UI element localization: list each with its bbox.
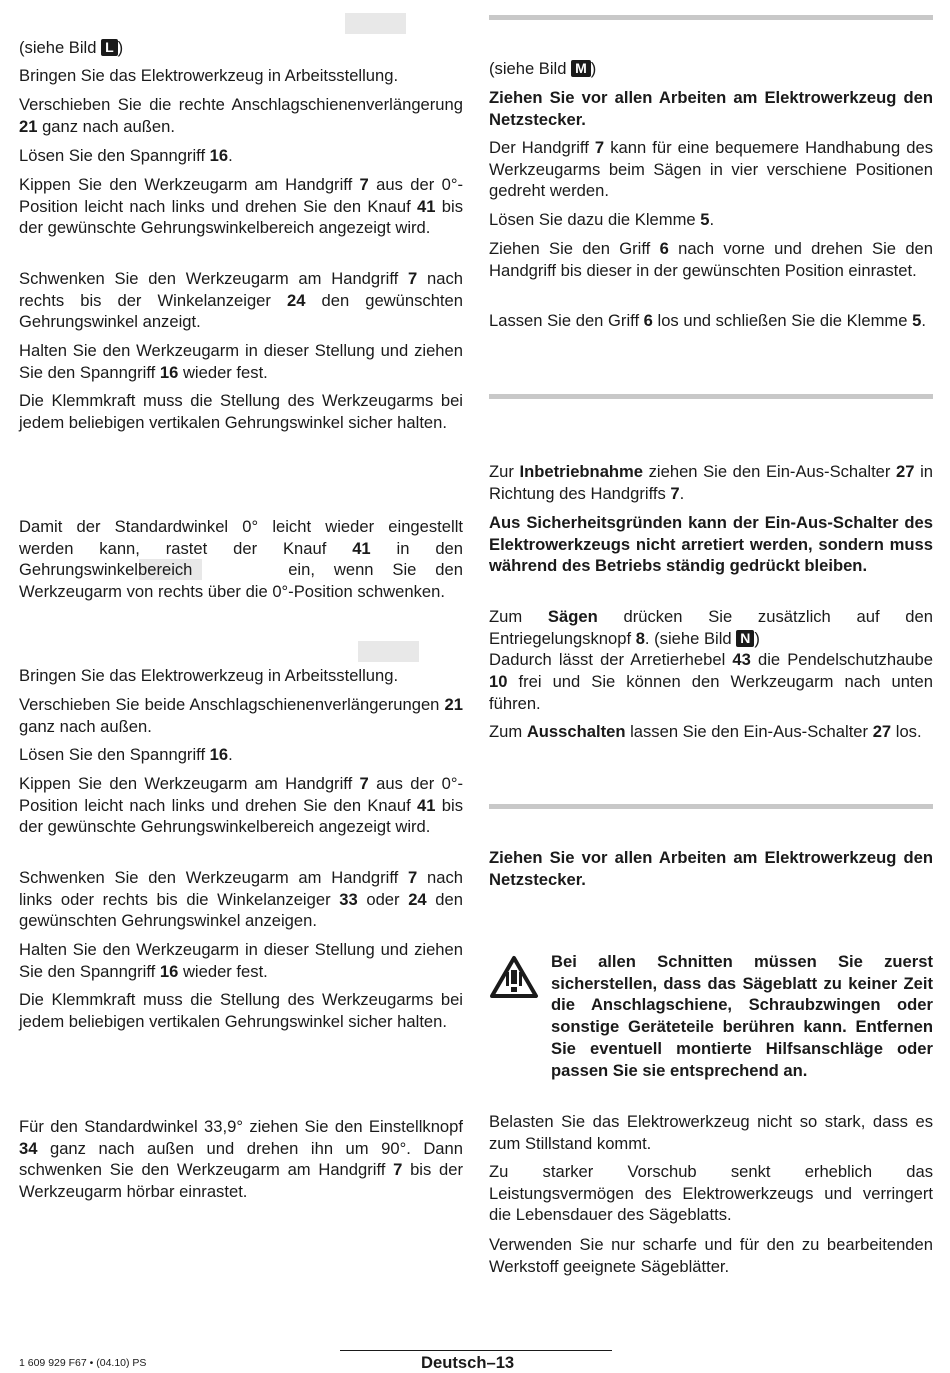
figure-tag: N xyxy=(736,630,754,647)
warning-paragraph: Ziehen Sie vor allen Arbeiten am Elektrowerkzeug den Netzstecker. xyxy=(489,848,933,889)
figure-tag: M xyxy=(571,60,591,77)
section-divider xyxy=(489,804,933,809)
paragraph: Schwenken Sie den Werkzeugarm am Handgriff 7 nach links oder rechts bis die Winkelanzeiger 33 oder 24 den gewünschten Gehrungswinkel anzeigen. xyxy=(19,868,463,931)
paragraph: (siehe Bild M ) xyxy=(489,59,597,78)
heading-placeholder xyxy=(358,641,419,662)
paragraph: Halten Sie den Werkzeugarm in dieser Stellung und ziehen Sie den Spanngriff 16 wieder fest. xyxy=(19,940,463,981)
paragraph: Belasten Sie das Elektrowerkzeug nicht so stark, dass es zum Stillstand kommt. xyxy=(489,1112,933,1153)
paragraph: Schwenken Sie den Werkzeugarm am Handgriff 7 nach rechts bis der Winkelanzeiger 24 den gewünschten Gehrungswinkel anzeigt. xyxy=(19,269,464,332)
paragraph: Zum Sägen drücken Sie zusätzlich auf den Entriegelungsknopf 8. (siehe Bild N ) Dadurch lässt der Arretierhebel 43 die Pendelschutzhaube 10 frei und Sie können den Werkzeugarm nach unten führen. xyxy=(489,607,933,713)
page-number: Deutsch–13 xyxy=(421,1353,515,1372)
paragraph: Lösen Sie dazu die Klemme 5. xyxy=(489,210,715,229)
section-divider xyxy=(489,15,933,20)
warning-paragraph: Bei allen Schnitten müssen Sie zuerst sicherstellen, dass das Sägeblatt zu keiner Zeit die Anschlagschiene, Schraubzwingen oder sonstige Geräteteile berühren kann. Entfernen Sie eventuell montierte Hilfsanschläge oder passen Sie sie entsprechend an. xyxy=(551,952,933,1080)
paragraph: Der Handgriff 7 kann für eine bequemere Handhabung des Werkzeugarms beim Sägen in vier verschiene Positionen gedreht werden. xyxy=(489,138,933,201)
paragraph: Für den Standardwinkel 33,9° ziehen Sie den Einstellknopf 34 ganz nach außen und drehen ihn um 90°. Dann schwenken Sie den Werkzeugarm am Handgriff 7 bis der Werkzeugarm hörbar einrastet. xyxy=(19,1117,463,1202)
paragraph: Lassen Sie den Griff 6 los und schließen Sie die Klemme 5. xyxy=(489,311,926,330)
paragraph: Lösen Sie den Spanngriff 16. xyxy=(19,745,233,764)
paragraph: Bringen Sie das Elektrowerkzeug in Arbeitsstellung. xyxy=(19,66,399,85)
paragraph: Kippen Sie den Werkzeugarm am Handgriff 7 aus der 0°-Position leicht nach links und drehen Sie den Knauf 41 bis der gewünschte Gehrungswinkelbereich angezeigt wird. xyxy=(19,175,463,238)
document-code: 1 609 929 F67 • (04.10) PS xyxy=(19,1357,147,1369)
paragraph: Zu starker Vorschub senkt erheblich das Leistungsvermögen des Elektrowerkzeugs und verringert die Lebensdauer des Sägeblatts. xyxy=(489,1162,933,1225)
paragraph: Bringen Sie das Elektrowerkzeug in Arbeitsstellung. xyxy=(19,666,399,685)
paragraph: Zum Ausschalten lassen Sie den Ein-Aus-Schalter 27 los. xyxy=(489,722,922,741)
paragraph: (siehe Bild L ) xyxy=(19,38,124,57)
paragraph: Die Klemmkraft muss die Stellung des Werkzeugarms bei jedem beliebigen vertikalen Gehrungswinkel sicher halten. xyxy=(19,391,463,432)
footer-rule xyxy=(340,1350,612,1351)
figure-tag: L xyxy=(101,39,118,56)
heading-placeholder xyxy=(345,13,406,34)
paragraph: Damit der Standardwinkel 0° leicht wieder eingestellt werden kann, rastet der Knauf 41 in den Gehrungswinkelbereich ein, wenn Sie den Werkzeugarm von rechts über die 0°-Position schwenken. xyxy=(19,517,464,602)
paragraph: Die Klemmkraft muss die Stellung des Werkzeugarms bei jedem beliebigen vertikalen Gehrungswinkel sicher halten. xyxy=(19,990,463,1031)
warning-triangle-icon xyxy=(489,955,539,999)
warning-paragraph: Aus Sicherheitsgründen kann der Ein-Aus-Schalter des Elektrowerkzeugs nicht arretiert werden, sondern muss während des Betriebs ständig gedrückt bleiben. xyxy=(489,513,933,576)
paragraph: Verschieben Sie beide Anschlagschienenverlängerungen 21 ganz nach außen. xyxy=(19,695,463,736)
paragraph: Halten Sie den Werkzeugarm in dieser Stellung und ziehen Sie den Spanngriff 16 wieder fest. xyxy=(19,341,463,382)
paragraph: Verschieben Sie die rechte Anschlagschienenverlängerung 21 ganz nach außen. xyxy=(19,95,463,136)
warning-block xyxy=(551,951,933,1081)
section-divider xyxy=(489,394,933,399)
paragraph: Zur Inbetriebnahme ziehen Sie den Ein-Aus-Schalter 27 in Richtung des Handgriffs 7. xyxy=(489,462,933,503)
paragraph: Kippen Sie den Werkzeugarm am Handgriff 7 aus der 0°-Position leicht nach links und drehen Sie den Knauf 41 bis der gewünschte Gehrungswinkelbereich angezeigt wird. xyxy=(19,774,463,837)
paragraph: Ziehen Sie den Griff 6 nach vorne und drehen Sie den Handgriff bis dieser in der gewünschten Position einrastet. xyxy=(489,239,934,280)
paragraph: Verwenden Sie nur scharfe und für den zu bearbeitenden Werkstoff geeignete Sägeblätter. xyxy=(489,1235,933,1276)
paragraph: Lösen Sie den Spanngriff 16. xyxy=(19,146,233,165)
warning-paragraph: Ziehen Sie vor allen Arbeiten am Elektrowerkzeug den Netzstecker. xyxy=(489,88,933,129)
